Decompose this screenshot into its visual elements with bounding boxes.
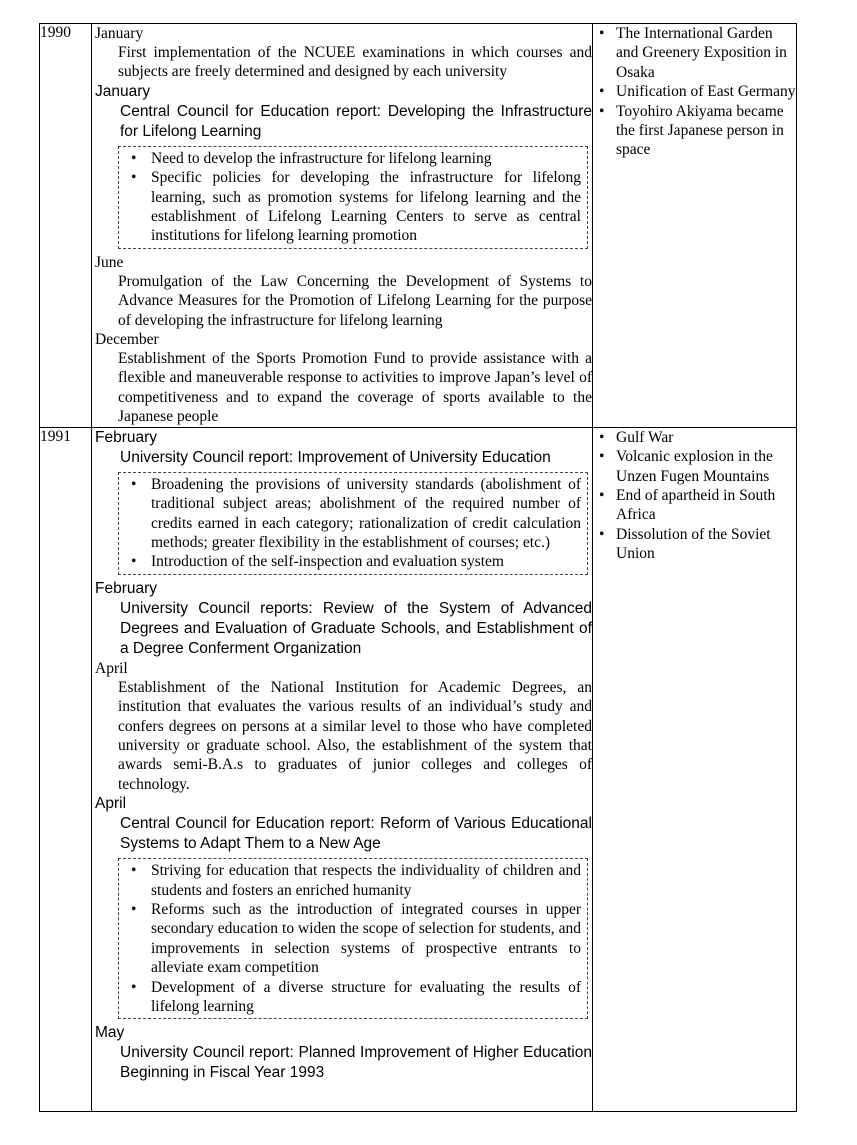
year-row [40, 24, 797, 428]
year-cell: 1991 [40, 427, 92, 1111]
world-event-text: Toyohiro Akiyama became the first Japanese person in space [616, 102, 784, 159]
timeline-table [39, 23, 797, 1112]
events-cell [92, 24, 593, 428]
event-entry [92, 24, 592, 82]
policy-point-text: Introduction of the self-inspection and evaluation system [151, 553, 504, 571]
world-events-cell [593, 24, 797, 428]
event-month: June [95, 253, 124, 271]
event-description: University Council reports: Review of the System of Advanced Degrees and Evaluation of Graduate Schools, and Establishment of a Degree Conferment Organization [120, 599, 592, 657]
event-month: February [95, 579, 158, 597]
world-event [599, 525, 796, 564]
world-event-text: Gulf War [616, 428, 674, 446]
bullet-icon: • [599, 25, 605, 42]
event-month: January [95, 25, 144, 42]
policy-point [131, 475, 581, 553]
world-event [599, 486, 796, 525]
event-month: May [95, 1024, 125, 1042]
bullet-icon: • [131, 169, 137, 187]
event-entry [92, 659, 592, 794]
policy-point-text: Striving for education that respects the individuality of children and students and fosters an enriched humanity [151, 862, 581, 899]
event-entry [92, 253, 592, 330]
bullet-icon: • [599, 486, 605, 504]
bullet-icon: • [599, 525, 605, 543]
bullet-icon: • [131, 553, 137, 571]
event-description: Establishment of the Sports Promotion Fund to provide assistance with a flexible and maneuverable response to activities to improve Japan’s level of competitiveness and to expand the coverage of sports available to the Japanese people [118, 350, 592, 426]
event-description: University Council report: Planned Improvement of Higher Education Beginning in Fiscal Year 1993 [120, 1044, 592, 1082]
policy-point-text: Development of a diverse structure for evaluating the results of lifelong learning [151, 978, 581, 1015]
bullet-icon: • [599, 428, 605, 446]
event-description: University Council report: Improvement of University Education [120, 448, 551, 466]
world-event-text: Dissolution of the Soviet Union [616, 525, 771, 563]
policy-point-text: Need to develop the infrastructure for lifelong learning [151, 149, 492, 167]
world-event-text: Unification of East Germany [616, 83, 796, 101]
bullet-icon: • [599, 83, 605, 101]
policy-point [131, 861, 581, 900]
event-entry [92, 794, 592, 1019]
event-description: Central Council for Education report: Developing the Infrastructure for Lifelong Learning [120, 102, 592, 140]
event-entry [92, 82, 592, 249]
policy-point [131, 168, 581, 246]
policy-points-list [129, 149, 581, 246]
event-month: April [95, 659, 128, 677]
policy-points-list [129, 475, 581, 572]
events-cell [92, 427, 593, 1111]
policy-point-text: Broadening the provisions of university standards (abolishment of traditional subject areas; abolishment of the required number of credits earned in each category; rationalization of credit calculation methods; greater flexibility in the establishment of courses; etc.) [151, 475, 581, 551]
event-month: December [95, 331, 159, 349]
event-description: Central Council for Education report: Reform of Various Educational Systems to Adapt Them to a New Age [120, 815, 592, 853]
world-event-text: Volcanic explosion in the Unzen Fugen Mountains [616, 448, 773, 485]
policy-points-box [118, 858, 588, 1019]
bullet-icon: • [131, 149, 137, 167]
event-entry [92, 330, 592, 427]
year-row [40, 427, 797, 1111]
world-event [599, 82, 796, 101]
bullet-icon: • [131, 978, 137, 996]
bullet-icon: • [599, 448, 605, 466]
bullet-icon: • [131, 475, 137, 493]
event-description: First implementation of the NCUEE examinations in which courses and subjects are freely determined and designed by each university [118, 44, 592, 81]
event-entry [92, 579, 592, 659]
policy-point-text: Specific policies for developing the infrastructure for lifelong learning, such as promotion systems for lifelong learning and the establishment of Lifelong Learning Centers to serve as central institutions for lifelong learning promotion [151, 169, 581, 245]
event-entry [92, 428, 592, 575]
policy-point-text: Reforms such as the introduction of integrated courses in upper secondary education to widen the scope of selection for students, and improvements in selection systems of prospective entrants to alleviate exam competition [151, 900, 581, 977]
bullet-icon: • [131, 862, 137, 880]
world-event-text: The International Garden and Greenery Exposition in Osaka [616, 25, 787, 81]
event-description: Establishment of the National Institution for Academic Degrees, an institution that evaluates the various results of an individual’s study and confers degrees on persons at a similar level to those who have completed university or graduate school. Also, the establishment of the system that awards semi-B.A.s to graduates of junior colleges and colleges of technology. [118, 678, 592, 793]
event-month: February [95, 428, 158, 446]
world-events-cell [593, 427, 797, 1111]
world-event [599, 24, 796, 82]
world-events-list [593, 428, 796, 564]
world-event [599, 447, 796, 486]
policy-point [131, 552, 581, 571]
bullet-icon: • [131, 900, 137, 918]
event-month: April [95, 795, 127, 813]
event-month: January [95, 82, 151, 100]
timeline-body [40, 24, 797, 1112]
world-event [599, 428, 796, 447]
event-description: Promulgation of the Law Concerning the Development of Systems to Advance Measures for the Promotion of Lifelong Learning for the purpose of developing the infrastructure for lifelong learning [118, 272, 592, 329]
policy-points-list [129, 861, 581, 1016]
policy-points-box [118, 146, 588, 249]
world-events-list [593, 24, 796, 160]
policy-point [131, 900, 581, 978]
bullet-icon: • [599, 102, 605, 120]
policy-point [131, 978, 581, 1017]
world-event [599, 102, 796, 160]
policy-point [131, 149, 581, 168]
policy-points-box [118, 472, 588, 575]
world-event-text: End of apartheid in South Africa [616, 486, 776, 524]
year-cell: 1990 [40, 24, 92, 428]
event-entry [92, 1023, 592, 1083]
